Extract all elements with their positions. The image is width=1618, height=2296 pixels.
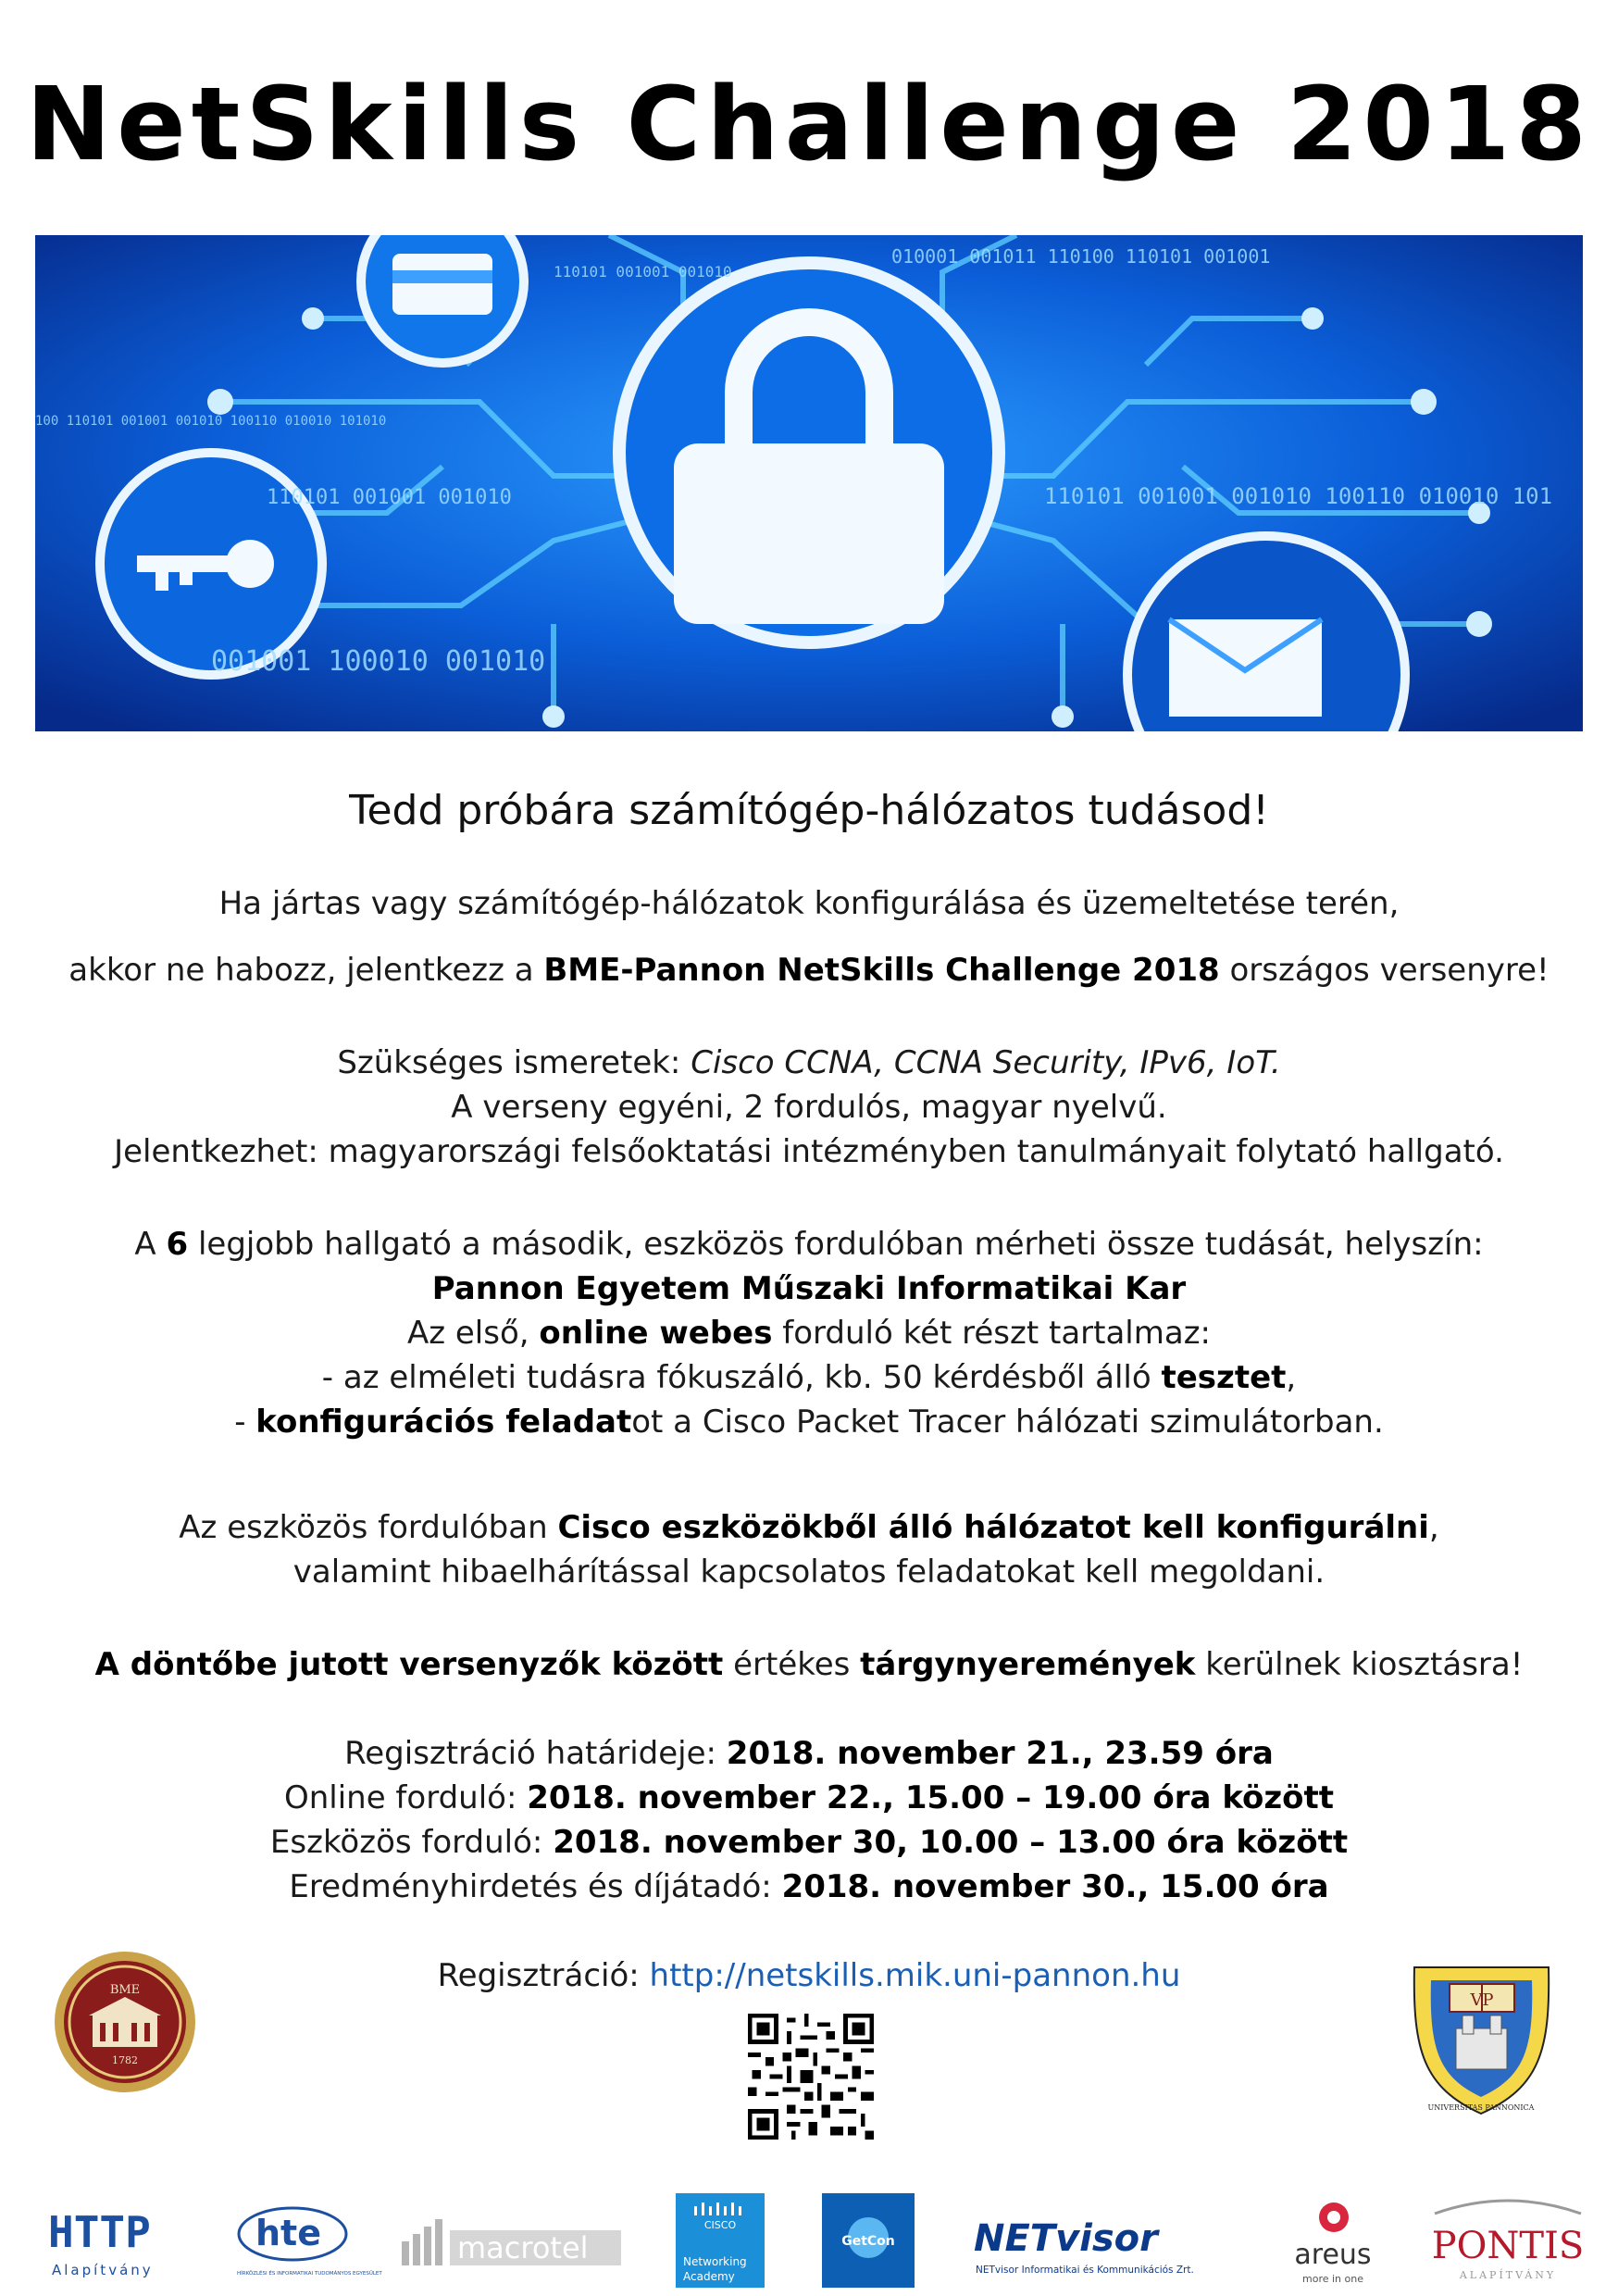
device-round-line-2: valamint hibaelhárítással kapcsolatos feladatokat kell megoldani. [292,1554,1326,1591]
part-2-prefix: - [234,1404,256,1441]
schedule-item [0,1820,1618,1865]
part-1-em: tesztet [1161,1359,1287,1396]
intro-block [0,881,1618,992]
format-line: A verseny egyéni, 2 fordulós, magyar nyelvű. [451,1089,1167,1126]
part-2-line [0,1400,1618,1444]
device-round-prefix: Az eszközös fordulóban [179,1509,558,1546]
venue: Pannon Egyetem Műszaki Informatikai Kar [431,1270,1187,1307]
cisco-logo-sub-2: Academy [683,2270,735,2283]
rounds-block [0,1222,1618,1444]
device-round-block [0,1505,1618,1594]
part-1-line [0,1355,1618,1400]
schedule-value: 2018. november 22., 15.00 – 19.00 óra között [527,1779,1335,1816]
schedule-value: 2018. november 30., 15.00 óra [781,1868,1329,1905]
knowledge-value: Cisco CCNA, CCNA Security, IPv6, IoT. [691,1044,1281,1081]
banner-binary-4: 001001 100010 001010 [211,645,546,678]
banner-binary-5: 110101 001001 001010 [267,486,512,509]
security-banner [35,235,1583,731]
schedule-value: 2018. november 21., 23.59 óra [726,1735,1274,1772]
registration-link[interactable]: http://netskills.mik.uni-pannon.hu [649,1957,1181,1994]
qr-code [748,2014,874,2140]
rounds-line-1-prefix: A [134,1226,167,1263]
http-logo-name: HTTP [48,2207,151,2257]
rounds-line-1-suffix: legjobb hallgató a második, eszközös fordulóban mérheti össze tudását, helyszín: [188,1226,1484,1263]
hte-logo [235,2190,383,2291]
registration-label: Regisztráció: [437,1957,650,1994]
pontis-logo [1425,2190,1590,2291]
schedule-value: 2018. november 30, 10.00 – 13.00 óra között [553,1824,1349,1861]
prizes-em-2: tárgynyeremények [860,1646,1196,1683]
banner-binary-1: 010001 001011 110100 110101 001001 [891,245,1271,268]
schedule-label: Eszközös forduló: [269,1824,554,1861]
prizes-em-1: A döntőbe jutott versenyzők között [94,1646,724,1683]
eligibility-line: Jelentkezhet: magyarországi felsőoktatási intézményben tanulmányait folytató hallgató. [114,1133,1504,1170]
pannon-seal-motto: UNIVERSITAS PANNONICA [1427,2103,1535,2112]
pannon-seal [1405,1949,1558,2115]
netvisor-logo [974,2190,1224,2291]
http-logo-sub: Alapítvány [52,2262,154,2278]
card-icon [361,235,524,363]
banner-binary-6: 100 110101 001001 001010 100110 010010 101010 [35,414,387,429]
banner-binary-3: 110101 001001 001010 100110 010010 101 [1044,483,1553,509]
device-round-suffix: , [1428,1509,1439,1546]
part-2-em: konfigurációs feladat [255,1404,632,1441]
tagline: Tedd próbára számítógép-hálózatos tudásod! [349,787,1269,834]
netvisor-logo-name: NETvisor [974,2217,1158,2260]
intro-line-2 [0,948,1618,992]
prizes-suffix: kerülnek kiosztásra! [1195,1646,1524,1683]
banner-binary-2: 110101 001001 001010 [554,263,732,281]
intro-line-1: Ha jártas vagy számítógép-hálózatok konfigurálása és üzemeltetése terén, [218,885,1400,922]
macrotel-logo-name: macrotel [457,2230,589,2265]
bme-seal-text: BME [109,1983,141,1997]
schedule-block [0,1731,1618,1909]
part-2-suffix: ot a Cisco Packet Tracer hálózati szimulátorban. [631,1404,1384,1441]
knowledge-line [0,1041,1618,1085]
registration-line [0,1953,1618,1998]
competition-name: BME-Pannon NetSkills Challenge 2018 [543,952,1220,989]
pannon-seal-vp: VP [1470,1990,1494,2010]
intro-line-2-prefix: akkor ne habozz, jelentkezz a [68,952,544,989]
pontis-logo-sub: ALAPÍTVÁNY [1459,2269,1557,2281]
prizes-mid: értékes [723,1646,861,1683]
schedule-item [0,1776,1618,1820]
schedule-item [0,1865,1618,1909]
cisco-academy-logo [676,2190,765,2291]
finalist-count: 6 [166,1226,189,1263]
page-title: NetSkills Challenge 2018 [26,65,1592,183]
first-round-em: online webes [539,1315,773,1352]
schedule-label: Regisztráció határideje: [344,1735,727,1772]
schedule-item [0,1731,1618,1776]
requirements-block [0,1041,1618,1174]
areus-logo [1282,2190,1384,2291]
device-round-line-1 [0,1505,1618,1550]
device-round-em: Cisco eszközökből álló hálózatot kell konfigurálni [557,1509,1429,1546]
bme-seal [52,1949,198,2095]
netvisor-logo-sub: NETvisor Informatikai és Kommunikációs Zrt. [976,2265,1194,2276]
macrotel-logo [398,2190,625,2291]
schedule-label: Online forduló: [283,1779,528,1816]
cisco-logo-name: CISCO [703,2219,737,2231]
part-1-prefix: - az elméleti tudásra fókuszáló, kb. 50 kérdésből álló [321,1359,1162,1396]
banner-illustration [35,235,1583,731]
pontis-logo-name: PONTIS [1431,2225,1585,2267]
knowledge-label: Szükséges ismeretek: [337,1044,691,1081]
getcon-logo-name: GetCon [841,2234,895,2249]
bme-seal-year: 1782 [112,2054,138,2066]
rounds-line-1 [0,1222,1618,1267]
sponsor-strip [0,2190,1618,2291]
first-round-prefix: Az első, [406,1315,540,1352]
intro-line-2-suffix: országos versenyre! [1219,952,1550,989]
areus-logo-sub: more in one [1302,2273,1363,2285]
hte-logo-sub: HÍRKÖZLÉSI ÉS INFORMATIKAI TUDOMÁNYOS EGYESÜLET [237,2271,382,2277]
schedule-label: Eredményhirdetés és díjátadó: [289,1868,782,1905]
first-round-suffix: forduló két részt tartalmaz: [772,1315,1212,1352]
http-logo [48,2190,187,2291]
hte-logo-name: hte [255,2213,321,2253]
first-round-line [0,1311,1618,1355]
prizes-line [0,1642,1618,1687]
areus-logo-name: areus [1294,2239,1372,2271]
part-1-suffix: , [1286,1359,1297,1396]
cisco-logo-sub-1: Networking [683,2255,747,2268]
getcon-logo [822,2190,915,2291]
